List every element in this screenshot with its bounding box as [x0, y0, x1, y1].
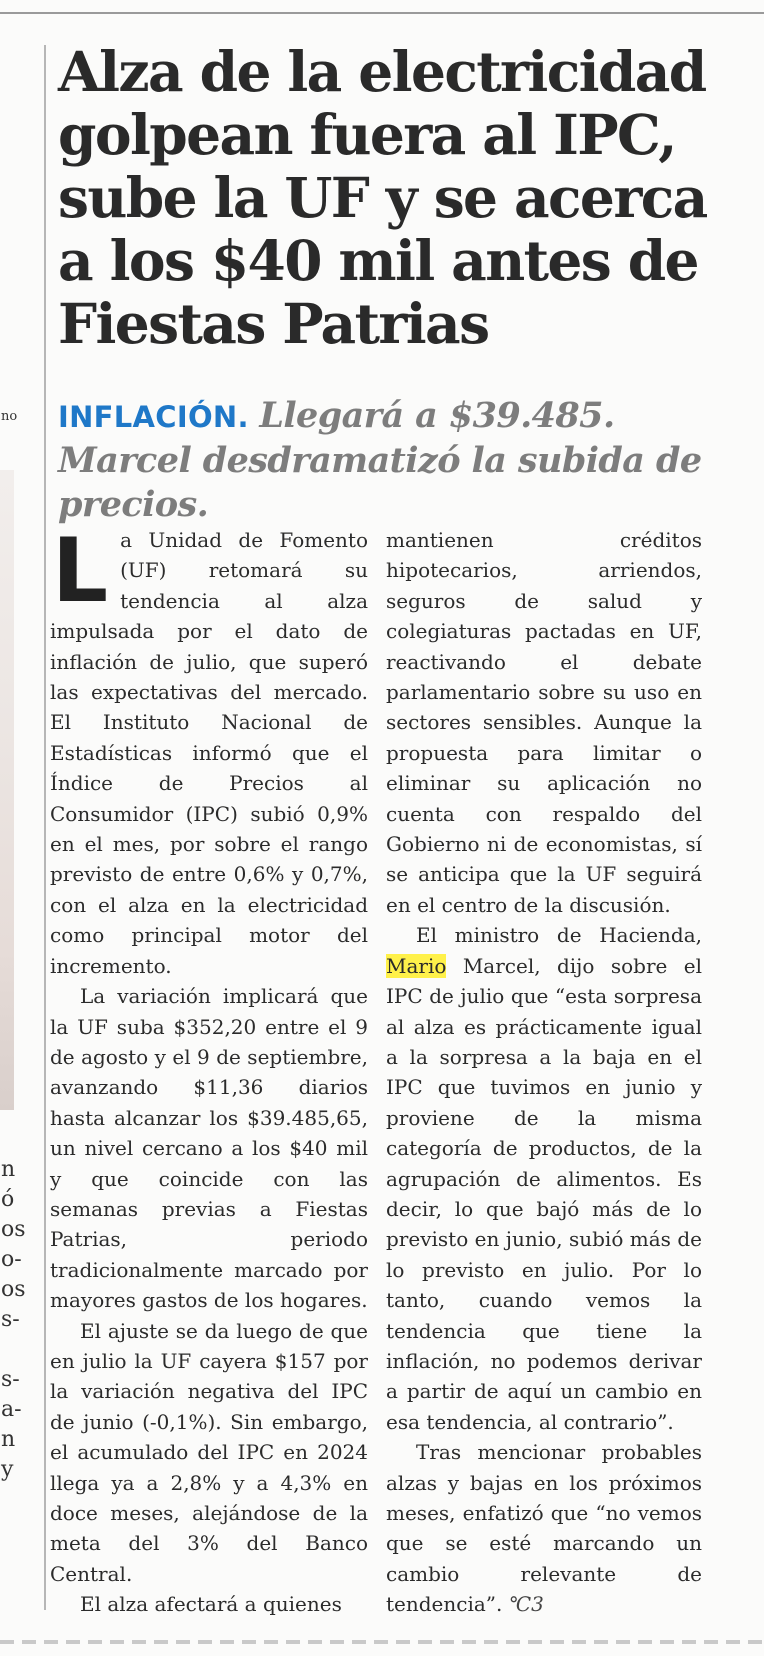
paragraph-text: El ministro de Hacienda, — [416, 923, 702, 948]
paragraph: mantienen créditos hipotecarios, arriendos, seguros de salud y colegiaturas pactadas en UF, reactivando el debate parlamentario sobre su uso en sectores sensibles. Aunque la propuesta para limitar o eliminar su aplicación no cuenta con respaldo del Gobierno ni de economistas, sí se anticipa que la UF seguirá en el centro de la discusión. — [386, 528, 702, 917]
highlighted-text: Mario — [386, 953, 447, 978]
left-fragment: s- — [1, 1307, 20, 1332]
body-column-2 — [386, 525, 702, 1620]
paragraph: La variación implicará que la UF suba $352,20 entre el 9 de agosto y el 9 de septiembre, avanzando $11,36 diarios hasta alcanzar los $39.485,65, un nivel cercano a los $40 mil y que coincide con las semanas previas a Fiestas Patrias, periodo tradicionalmente marcado por mayores gastos de los hogares. — [50, 984, 368, 1313]
bottom-edge — [0, 1640, 764, 1644]
left-fragment: n — [1, 1157, 16, 1182]
paragraph — [386, 1437, 702, 1619]
paragraph — [386, 920, 702, 1437]
adjacent-article-strip — [0, 400, 26, 1600]
kicker: INFLACIÓN. — [58, 400, 249, 434]
left-fragment: no — [1, 409, 18, 424]
top-rule — [0, 12, 764, 14]
headline: Alza de la electricidad golpean fuera al IPC, sube la UF y se acerca a los $40 mil antes de Fiestas Patrias — [58, 39, 707, 356]
left-fragment: y — [1, 1457, 14, 1482]
left-fragment: ó — [1, 1187, 15, 1212]
dek — [58, 394, 748, 527]
left-fragment: o- — [1, 1247, 22, 1272]
paragraph: El alza afectará a quienes — [80, 1592, 342, 1617]
left-fragment: n — [1, 1427, 16, 1452]
left-fragment: a- — [1, 1397, 22, 1422]
dek-text: Llegará a $39.485. Marcel desdramatizó la subida de precios. — [58, 395, 702, 525]
left-fragment: os — [1, 1217, 26, 1242]
column-divider — [44, 45, 46, 1610]
adjacent-photo-edge — [0, 470, 14, 1110]
body-column-1 — [50, 519, 368, 1620]
paragraph-text: Tras mencionar probables alzas y bajas en los próximos meses, enfatizó que “no vemos que se esté marcando un cambio relevante de tendencia”. — [386, 1440, 702, 1617]
left-fragment: s- — [1, 1367, 20, 1392]
end-mark-icon: ℃3 — [508, 1592, 544, 1617]
paragraph-text: a Unidad de Fomento (UF) retomará su tendencia al alza impulsada por el dato de inflación de julio, que superó las expectativas del mercado. El Instituto Nacional de Estadísticas informó que el Índice de Precios al Consumidor (IPC) subió 0,9% en el mes, por sobre el rango previsto de entre 0,6% y 0,7%, con el alza en la electricidad como principal motor del incremento. — [50, 528, 368, 978]
left-fragment: os — [1, 1277, 26, 1302]
drop-cap: L — [52, 519, 109, 622]
paragraph — [50, 519, 368, 981]
paragraph-text: Marcel, dijo sobre el IPC de julio que “esta sorpresa al alza es prácticamente igual a la sorpresa a la baja en el IPC que tuvimos en junio y proviene de la misma categoría de productos, de la agrupación de alimentos. Es decir, lo que bajó más de lo previsto en junio, subió más de lo previsto en julio. Por lo tanto, cuando vemos la tendencia que tiene la inflación, no podemos derivar a partir de aquí un cambio en esa tendencia, al contrario”. — [386, 953, 702, 1434]
paragraph: El ajuste se da luego de que en julio la UF cayera $157 por la variación negativa del IPC de junio (-0,1%). Sin embargo, el acumulado del IPC en 2024 llega ya a 2,8% y a 4,3% en doce meses, alejándose de la meta del 3% del Banco Central. — [50, 1318, 368, 1586]
